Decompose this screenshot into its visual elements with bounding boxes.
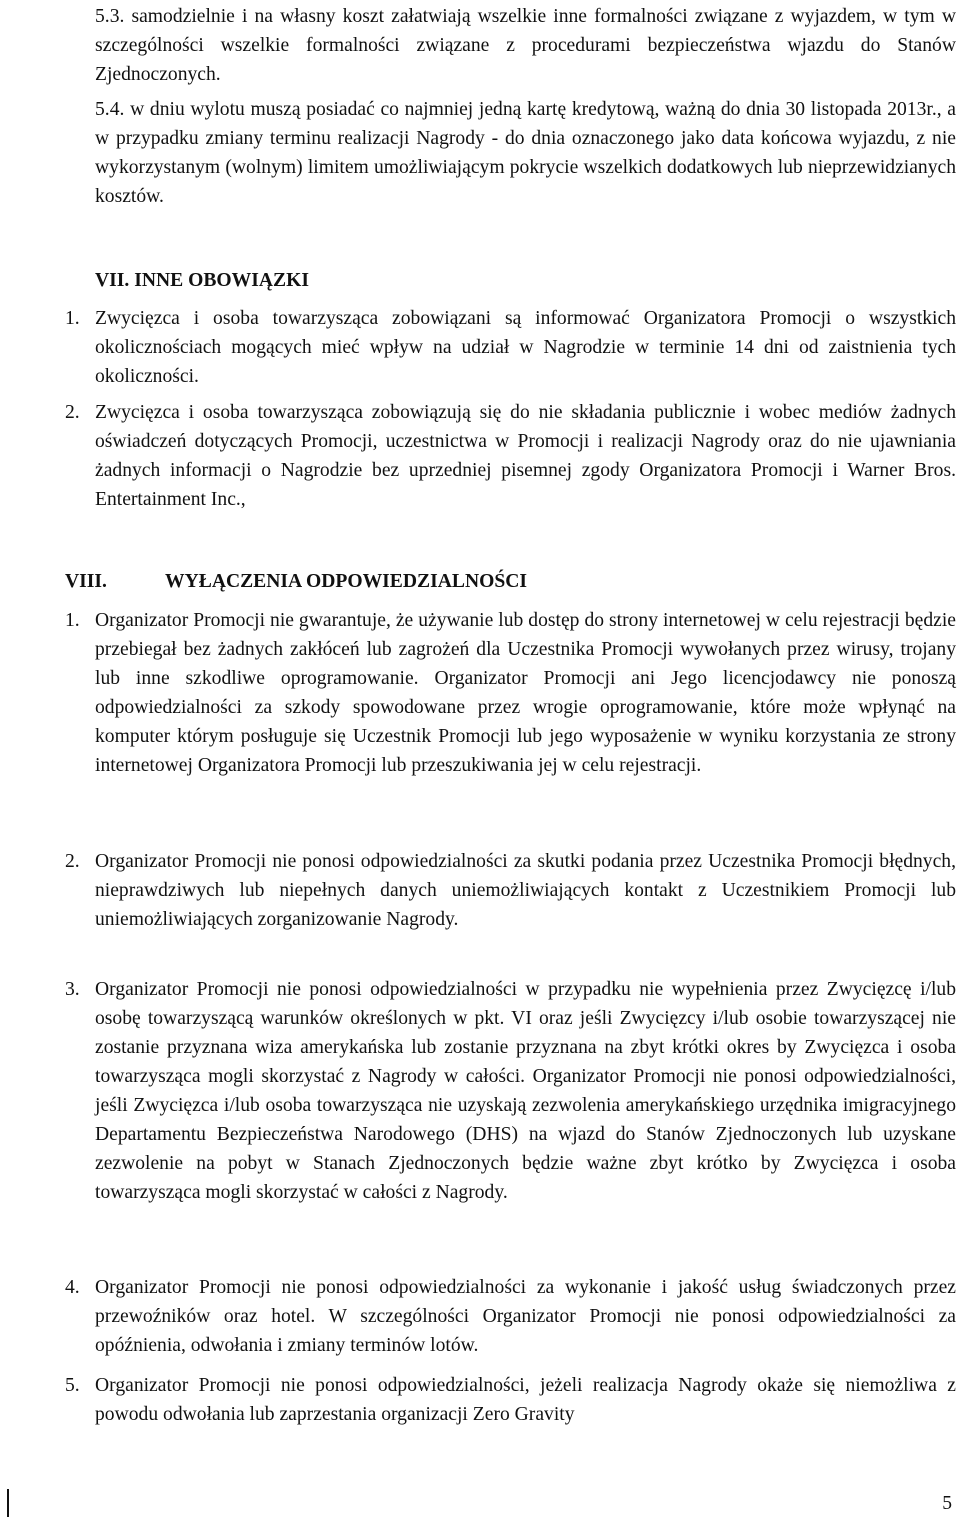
paragraph-5-4 xyxy=(95,95,956,211)
list-item xyxy=(65,398,956,514)
paragraph-text: samodzielnie i na własny koszt załatwiają wszelkie inne formalności związane z wyjazdem, w tym w szczególności wszelkie formalności związane z procedurami bezpieczeństwa wjazdu do Stanów Zjednoczonych. xyxy=(95,6,956,85)
item-number: 2. xyxy=(65,851,80,872)
paragraph-number: 5.4. xyxy=(95,99,131,120)
item-text: Organizator Promocji nie gwarantuje, że używanie lub dostęp do strony internetowej w celu rejestracji będzie przebiegał bez żadnych zakłóceń lub zagrożeń dla Uczestnika Promocji wywołanych przez wirusy, trojany lub inne szkodliwe oprogramowanie. Organizator Promocji ani Jego licencjodawcy nie ponoszą odpowiedzialności za szkody spowodowane przez wrogie oprogramowanie, które może wpłynąć na komputer którym posługuje się Uczestnik Promocji lub jego wyposażenie w wyniku korzystania ze strony internetowej Organizatora Promocji lub przeszukiwania jej w celu rejestracji. xyxy=(95,610,956,776)
item-text: Organizator Promocji nie ponosi odpowiedzialności w przypadku nie wypełnienia przez Zwycięzcę i/lub osobę towarzyszącą warunków określonych w pkt. VI oraz jeśli Zwycięzcy i/lub osobie towarzyszącej nie zostanie przyznana wiza amerykańska lub zostanie przyznana na zbyt krótki okres by Zwycięzca i osoba towarzysząca mogli skorzystać z Nagrody w całości. Organizator Promocji nie ponosi odpowiedzialności, jeśli Zwycięzca i/lub osoba towarzysząca nie uzyskają zezwolenia amerykańskiego urzędnika imigracyjnego Departamentu Bezpieczeństwa Narodowego (DHS) na wjazd do Stanów Zjednoczonych lub uzyskane zezwolenie na pobyt w Stanach Zjednoczonych będzie ważne zbyt krótko by Zwycięzca i osoba towarzysząca mogli skorzystać w całości z Nagrody. xyxy=(95,979,956,1203)
paragraph-number: 5.3. xyxy=(95,6,132,27)
item-text: Organizator Promocji nie ponosi odpowiedzialności za skutki podania przez Uczestnika Promocji błędnych, nieprawdziwych lub niepełnych danych uniemożliwiających kontakt z Uczestnikiem Promocji lub uniemożliwiających zorganizowanie Nagrody. xyxy=(95,851,956,930)
list-item xyxy=(65,606,956,780)
list-item xyxy=(65,304,956,391)
item-number: 4. xyxy=(65,1277,80,1298)
item-text: Organizator Promocji nie ponosi odpowiedzialności, jeżeli realizacja Nagrody okaże się niemożliwa z powodu odwołania lub zaprzestania organizacji Zero Gravity xyxy=(95,1375,956,1425)
text-cursor-mark xyxy=(7,1489,9,1517)
list-item xyxy=(65,847,956,934)
section-heading-vii: VII. INNE OBOWIĄZKI xyxy=(95,270,309,291)
item-number: 1. xyxy=(65,308,80,329)
list-item xyxy=(65,975,956,1207)
item-text: Zwycięzca i osoba towarzysząca zobowiązują się do nie składania publicznie i wobec mediów żadnych oświadczeń dotyczących Promocji, uczestnictwa w Promocji i realizacji Nagrody oraz do nie ujawniania żadnych informacji o Nagrodzie bez uprzedniej pisemnej zgody Organizatora Promocji i Warner Bros. Entertainment Inc., xyxy=(95,402,956,510)
item-number: 2. xyxy=(65,402,80,423)
list-item xyxy=(65,1371,956,1429)
item-text: Zwycięzca i osoba towarzysząca zobowiązani są informować Organizatora Promocji o wszystkich okolicznościach mogących mieć wpływ na udział w Nagrodzie w terminie 14 dni od zaistnienia tych okoliczności. xyxy=(95,308,956,387)
paragraph-text: w dniu wylotu muszą posiadać co najmniej jedną kartę kredytową, ważną do dnia 30 listopada 2013r., a w przypadku zmiany terminu realizacji Nagrody - do dnia oznaczonego jako data końcowa wyjazdu, z nie wykorzystanym (wolnym) limitem umożliwiającym pokrycie wszelkich dodatkowych lub nieprzewidzianych kosztów. xyxy=(95,99,956,207)
section-numeral-viii: VIII. xyxy=(65,571,107,592)
paragraph-5-3 xyxy=(95,2,956,89)
item-number: 1. xyxy=(65,610,80,631)
list-item xyxy=(65,1273,956,1360)
section-title-viii: WYŁĄCZENIA ODPOWIEDZIALNOŚCI xyxy=(165,571,528,592)
item-text: Organizator Promocji nie ponosi odpowiedzialności za wykonanie i jakość usług świadczonych przez przewoźników oraz hotel. W szczególności Organizator Promocji nie ponosi odpowiedzialności za opóźnienia, odwołania i zmiany terminów lotów. xyxy=(95,1277,956,1356)
page-number: 5 xyxy=(942,1493,952,1514)
item-number: 5. xyxy=(65,1375,80,1396)
item-number: 3. xyxy=(65,979,80,1000)
